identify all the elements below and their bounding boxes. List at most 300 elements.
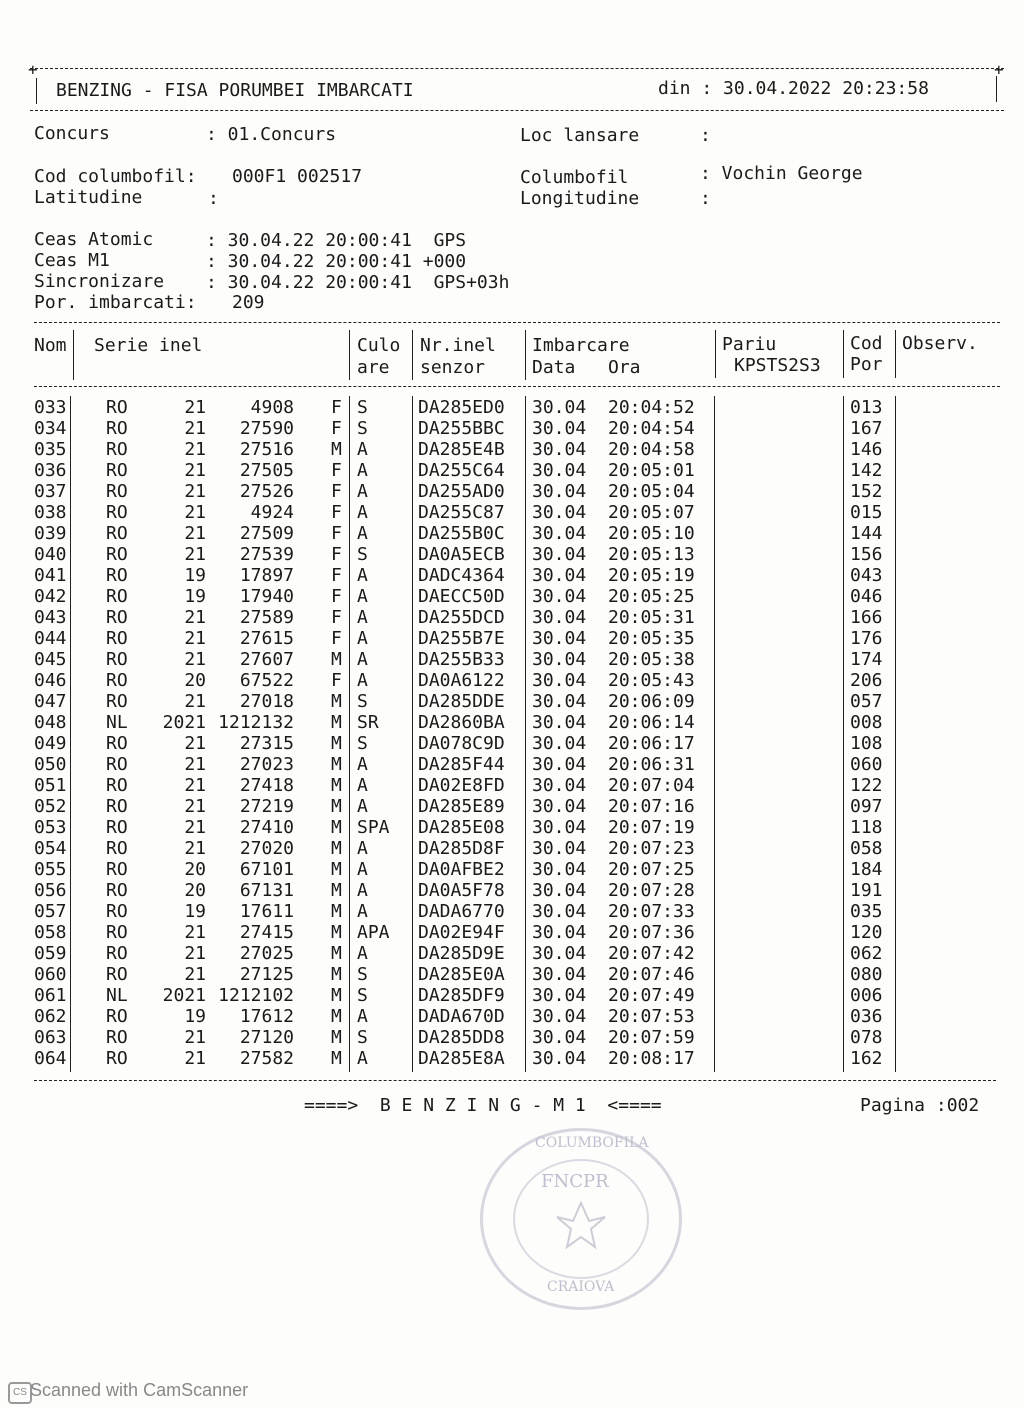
cell-date: 30.04: [532, 817, 587, 838]
cell-time: 20:05:01: [608, 460, 695, 481]
cell-year: 21: [184, 418, 206, 439]
cell-country: RO: [106, 691, 128, 712]
report-title: BENZING - FISA PORUMBEI IMBARCATI: [56, 80, 414, 101]
cell-sex: F: [331, 460, 342, 481]
cell-ring: 27219: [239, 796, 294, 817]
cell-color: S: [357, 1027, 368, 1048]
cell-year: 21: [184, 733, 206, 754]
cell-ring: 4908: [250, 397, 294, 418]
cell-ring: 67522: [239, 670, 294, 691]
cell-date: 30.04: [532, 502, 587, 523]
cell-year: 19: [184, 586, 206, 607]
cell-time: 20:05:31: [608, 607, 695, 628]
cell-nom: 046: [34, 670, 67, 691]
cell-sensor: DA255B33: [418, 649, 505, 670]
cell-date: 30.04: [532, 943, 587, 964]
cell-country: RO: [106, 565, 128, 586]
cell-cod-por: 191: [850, 880, 883, 901]
cell-sensor: DA285DDE: [418, 691, 505, 712]
cell-time: 20:05:19: [608, 565, 695, 586]
cell-sex: M: [331, 880, 342, 901]
table-row: [0, 1048, 1024, 1069]
cell-sex: M: [331, 712, 342, 733]
cell-color: A: [357, 880, 368, 901]
cell-sex: M: [331, 1048, 342, 1069]
cell-color: A: [357, 775, 368, 796]
cell-sex: M: [331, 733, 342, 754]
cell-sex: M: [331, 649, 342, 670]
table-row: [0, 397, 1024, 418]
cell-cod-por: 174: [850, 649, 883, 670]
cell-country: RO: [106, 922, 128, 943]
cell-time: 20:05:07: [608, 502, 695, 523]
table-row: [0, 628, 1024, 649]
cell-sex: M: [331, 901, 342, 922]
cell-color: A: [357, 649, 368, 670]
table-row: [0, 754, 1024, 775]
stamp-seal: [480, 1128, 682, 1310]
cell-time: 20:06:14: [608, 712, 695, 733]
table-bottom-border: [34, 1080, 996, 1081]
cell-cod-por: 184: [850, 859, 883, 880]
cell-nom: 063: [34, 1027, 67, 1048]
cell-sex: M: [331, 859, 342, 880]
cell-ring: 27607: [239, 649, 294, 670]
cell-ring: 17940: [239, 586, 294, 607]
table-row: [0, 460, 1024, 481]
cell-color: A: [357, 439, 368, 460]
cell-date: 30.04: [532, 754, 587, 775]
cell-nom: 052: [34, 796, 67, 817]
header-bottom-border: [30, 110, 1004, 111]
cell-ring: 27410: [239, 817, 294, 838]
cell-time: 20:05:25: [608, 586, 695, 607]
cell-year: 21: [184, 628, 206, 649]
table-row: [0, 418, 1024, 439]
longitudine-value: :: [700, 188, 711, 209]
cell-sensor: DA255AD0: [418, 481, 505, 502]
cell-country: RO: [106, 859, 128, 880]
cell-ring: 27539: [239, 544, 294, 565]
cell-time: 20:07:36: [608, 922, 695, 943]
cell-nom: 045: [34, 649, 67, 670]
cell-sex: M: [331, 943, 342, 964]
loc-lansare-label: Loc lansare: [520, 125, 640, 146]
cell-ring: 27023: [239, 754, 294, 775]
cell-date: 30.04: [532, 712, 587, 733]
cell-ring: 27018: [239, 691, 294, 712]
cell-year: 21: [184, 649, 206, 670]
cell-color: S: [357, 397, 368, 418]
cell-sex: M: [331, 775, 342, 796]
table-row: [0, 691, 1024, 712]
cell-cod-por: 206: [850, 670, 883, 691]
cell-nom: 060: [34, 964, 67, 985]
col-header-are: are: [357, 357, 390, 378]
cell-year: 21: [184, 502, 206, 523]
cell-sex: F: [331, 670, 342, 691]
cell-color: A: [357, 796, 368, 817]
cell-time: 20:07:04: [608, 775, 695, 796]
cell-sex: F: [331, 544, 342, 565]
cell-cod-por: 062: [850, 943, 883, 964]
cell-date: 30.04: [532, 586, 587, 607]
cod-columbofil-value: 000F1 002517: [232, 166, 363, 187]
cell-date: 30.04: [532, 838, 587, 859]
cell-ring: 27505: [239, 460, 294, 481]
cell-sex: F: [331, 628, 342, 649]
cell-ring: 27516: [239, 439, 294, 460]
cell-color: S: [357, 985, 368, 1006]
cell-cod-por: 120: [850, 922, 883, 943]
cell-country: RO: [106, 670, 128, 691]
cell-date: 30.04: [532, 649, 587, 670]
cell-time: 20:05:38: [608, 649, 695, 670]
cell-nom: 057: [34, 901, 67, 922]
columbofil-label: Columbofil: [520, 167, 629, 188]
cell-country: RO: [106, 880, 128, 901]
cell-sensor: DA285ED0: [418, 397, 505, 418]
cell-date: 30.04: [532, 796, 587, 817]
cell-year: 20: [184, 880, 206, 901]
cell-nom: 061: [34, 985, 67, 1006]
cell-color: A: [357, 670, 368, 691]
table-row: [0, 1027, 1024, 1048]
cell-ring: 27315: [239, 733, 294, 754]
concurs-label: Concurs: [34, 123, 110, 144]
cell-sensor: DA2860BA: [418, 712, 505, 733]
cell-cod-por: 118: [850, 817, 883, 838]
cell-year: 21: [184, 838, 206, 859]
cell-ring: 67131: [239, 880, 294, 901]
col-header-senzor: senzor: [420, 357, 486, 378]
cell-cod-por: 006: [850, 985, 883, 1006]
table-row: [0, 649, 1024, 670]
cell-ring: 27125: [239, 964, 294, 985]
cell-cod-por: 144: [850, 523, 883, 544]
cell-time: 20:07:19: [608, 817, 695, 838]
cell-nom: 054: [34, 838, 67, 859]
cell-country: RO: [106, 607, 128, 628]
columbofil-value: : Vochin George: [700, 163, 863, 184]
cell-time: 20:06:09: [608, 691, 695, 712]
table-row: [0, 544, 1024, 565]
cell-year: 21: [184, 775, 206, 796]
col-header-cod: Cod: [850, 333, 883, 354]
cell-year: 21: [184, 754, 206, 775]
cell-ring: 27120: [239, 1027, 294, 1048]
cell-color: A: [357, 481, 368, 502]
cell-sensor: DA285D8F: [418, 838, 505, 859]
cell-cod-por: 015: [850, 502, 883, 523]
cell-nom: 053: [34, 817, 67, 838]
cell-sensor: DADA670D: [418, 1006, 505, 1027]
cell-country: RO: [106, 838, 128, 859]
cell-sex: M: [331, 796, 342, 817]
col-header-observ: Observ.: [902, 333, 978, 354]
cell-time: 20:06:17: [608, 733, 695, 754]
cell-sex: F: [331, 565, 342, 586]
col-header-serie-inel: Serie inel: [94, 335, 203, 356]
cell-date: 30.04: [532, 859, 587, 880]
cell-color: A: [357, 628, 368, 649]
table-row: [0, 817, 1024, 838]
cell-color: A: [357, 1006, 368, 1027]
cell-date: 30.04: [532, 985, 587, 1006]
cell-color: A: [357, 1048, 368, 1069]
cell-nom: 055: [34, 859, 67, 880]
sincronizare-label: Sincronizare: [34, 271, 165, 292]
cell-color: A: [357, 859, 368, 880]
cell-nom: 036: [34, 460, 67, 481]
cell-sex: M: [331, 817, 342, 838]
cell-nom: 062: [34, 1006, 67, 1027]
cell-ring: 17612: [239, 1006, 294, 1027]
cell-color: A: [357, 754, 368, 775]
cell-year: 21: [184, 460, 206, 481]
cell-year: 21: [184, 943, 206, 964]
cell-sensor: DA285E8A: [418, 1048, 505, 1069]
cell-year: 20: [184, 859, 206, 880]
cell-nom: 047: [34, 691, 67, 712]
cell-color: S: [357, 733, 368, 754]
cell-ring: 27025: [239, 943, 294, 964]
cell-color: A: [357, 901, 368, 922]
cell-nom: 049: [34, 733, 67, 754]
cell-ring: 27526: [239, 481, 294, 502]
cell-date: 30.04: [532, 607, 587, 628]
cell-date: 30.04: [532, 397, 587, 418]
cell-date: 30.04: [532, 670, 587, 691]
cell-color: A: [357, 565, 368, 586]
cell-sensor: DA285E08: [418, 817, 505, 838]
cell-cod-por: 008: [850, 712, 883, 733]
cell-sensor: DA0A6122: [418, 670, 505, 691]
cell-color: APA: [357, 922, 390, 943]
table-row: [0, 859, 1024, 880]
cell-date: 30.04: [532, 439, 587, 460]
cell-ring: 27509: [239, 523, 294, 544]
header-top-border: [30, 68, 1004, 69]
cell-time: 20:07:16: [608, 796, 695, 817]
cell-country: NL: [106, 985, 128, 1006]
cell-time: 20:05:04: [608, 481, 695, 502]
col-header-data: Data: [532, 357, 576, 378]
col-header-nom: Nom: [34, 335, 67, 356]
cell-time: 20:04:54: [608, 418, 695, 439]
cell-date: 30.04: [532, 964, 587, 985]
col-sep-pariu-hdr: [843, 330, 844, 378]
cell-nom: 038: [34, 502, 67, 523]
cell-nom: 035: [34, 439, 67, 460]
cell-nom: 041: [34, 565, 67, 586]
cell-nom: 042: [34, 586, 67, 607]
cell-country: RO: [106, 481, 128, 502]
benzing-footer: ====> B E N Z I N G - M 1 <====: [304, 1095, 662, 1116]
table-row: [0, 565, 1024, 586]
cell-sex: M: [331, 754, 342, 775]
table-row: [0, 838, 1024, 859]
cell-time: 20:07:33: [608, 901, 695, 922]
cell-sex: F: [331, 586, 342, 607]
cell-country: RO: [106, 649, 128, 670]
cell-year: 21: [184, 544, 206, 565]
cell-date: 30.04: [532, 1027, 587, 1048]
cell-country: NL: [106, 712, 128, 733]
cell-year: 20: [184, 670, 206, 691]
cell-cod-por: 166: [850, 607, 883, 628]
cell-cod-por: 036: [850, 1006, 883, 1027]
table-row: [0, 712, 1024, 733]
cell-sensor: DA255BBC: [418, 418, 505, 439]
col-header-pariu: Pariu: [722, 334, 777, 355]
cell-ring: 27418: [239, 775, 294, 796]
cell-year: 21: [184, 1048, 206, 1069]
cell-color: A: [357, 943, 368, 964]
cell-country: RO: [106, 460, 128, 481]
cell-country: RO: [106, 523, 128, 544]
cod-columbofil-label: Cod columbofil:: [34, 166, 197, 187]
cell-ring: 27590: [239, 418, 294, 439]
cell-year: 21: [184, 607, 206, 628]
cell-date: 30.04: [532, 922, 587, 943]
cell-nom: 040: [34, 544, 67, 565]
cell-time: 20:07:28: [608, 880, 695, 901]
cell-sex: M: [331, 985, 342, 1006]
cell-sensor: DA0A5ECB: [418, 544, 505, 565]
sincronizare-value: : 30.04.22 20:00:41 GPS+03h: [206, 272, 510, 293]
cell-year: 21: [184, 922, 206, 943]
cell-country: RO: [106, 418, 128, 439]
cell-nom: 034: [34, 418, 67, 439]
table-row: [0, 901, 1024, 922]
table-row: [0, 439, 1024, 460]
cell-color: SPA: [357, 817, 390, 838]
cell-time: 20:05:43: [608, 670, 695, 691]
col-header-kpsts2s3: KPSTS2S3: [734, 355, 821, 376]
cell-ring: 27415: [239, 922, 294, 943]
table-row: [0, 943, 1024, 964]
cell-nom: 051: [34, 775, 67, 796]
col-header-ora: Ora: [608, 357, 641, 378]
cell-cod-por: 057: [850, 691, 883, 712]
col-sep-nom-hdr: [73, 330, 74, 380]
cell-sensor: DAECC50D: [418, 586, 505, 607]
cell-sensor: DA02E94F: [418, 922, 505, 943]
cell-nom: 043: [34, 607, 67, 628]
cell-year: 21: [184, 796, 206, 817]
table-row: [0, 985, 1024, 1006]
table-row: [0, 796, 1024, 817]
cell-cod-por: 058: [850, 838, 883, 859]
cell-year: 21: [184, 817, 206, 838]
cell-year: 21: [184, 397, 206, 418]
cell-date: 30.04: [532, 481, 587, 502]
cell-country: RO: [106, 901, 128, 922]
cell-sensor: DA285DF9: [418, 985, 505, 1006]
table-header-bottom-border: [34, 386, 1000, 387]
cell-nom: 039: [34, 523, 67, 544]
cell-cod-por: 146: [850, 439, 883, 460]
cell-sensor: DA0AFBE2: [418, 859, 505, 880]
report-date: din : 30.04.2022 20:23:58: [658, 78, 929, 99]
cell-year: 21: [184, 1027, 206, 1048]
cell-color: SR: [357, 712, 379, 733]
table-row: [0, 481, 1024, 502]
cell-nom: 044: [34, 628, 67, 649]
col-header-nr-inel: Nr.inel: [420, 335, 496, 356]
cell-cod-por: 013: [850, 397, 883, 418]
cell-date: 30.04: [532, 880, 587, 901]
porumbei-imbarcati-value: 209: [232, 292, 265, 313]
cell-country: RO: [106, 502, 128, 523]
cell-color: A: [357, 523, 368, 544]
cell-cod-por: 097: [850, 796, 883, 817]
col-sep-serie-hdr: [349, 330, 350, 380]
cell-cod-por: 152: [850, 481, 883, 502]
stamp-bird-icon: [551, 1195, 611, 1255]
header-corner-tr: +: [994, 60, 1004, 79]
cell-sex: M: [331, 691, 342, 712]
cell-cod-por: 108: [850, 733, 883, 754]
cell-date: 30.04: [532, 733, 587, 754]
cell-cod-por: 156: [850, 544, 883, 565]
cell-year: 21: [184, 439, 206, 460]
col-header-por: Por: [850, 354, 883, 375]
cell-sex: M: [331, 1006, 342, 1027]
cell-country: RO: [106, 544, 128, 565]
cell-year: 19: [184, 565, 206, 586]
cell-year: 21: [184, 481, 206, 502]
longitudine-label: Longitudine: [520, 188, 640, 209]
cell-cod-por: 176: [850, 628, 883, 649]
cell-year: 19: [184, 1006, 206, 1027]
cell-sensor: DA0A5F78: [418, 880, 505, 901]
cell-sensor: DA285D9E: [418, 943, 505, 964]
cell-sex: M: [331, 1027, 342, 1048]
cell-color: A: [357, 607, 368, 628]
table-row: [0, 607, 1024, 628]
cell-color: S: [357, 691, 368, 712]
cell-time: 20:05:13: [608, 544, 695, 565]
camscanner-watermark: Scanned with CamScanner: [30, 1380, 249, 1400]
table-row: [0, 670, 1024, 691]
latitudine-value: :: [208, 188, 219, 209]
cell-sensor: DA255B7E: [418, 628, 505, 649]
cell-time: 20:07:59: [608, 1027, 695, 1048]
col-header-culo: Culo: [357, 335, 401, 356]
cell-sensor: DA078C9D: [418, 733, 505, 754]
col-sep-imbarcare-hdr: [715, 330, 716, 378]
cell-date: 30.04: [532, 460, 587, 481]
cell-ring: 27615: [239, 628, 294, 649]
col-sep-cod-hdr: [895, 330, 896, 378]
cell-date: 30.04: [532, 418, 587, 439]
cell-ring: 27582: [239, 1048, 294, 1069]
cell-time: 20:05:35: [608, 628, 695, 649]
cell-sex: F: [331, 523, 342, 544]
cell-date: 30.04: [532, 901, 587, 922]
cell-country: RO: [106, 397, 128, 418]
cell-ring: 27589: [239, 607, 294, 628]
cell-nom: 059: [34, 943, 67, 964]
cell-ring: 4924: [250, 502, 294, 523]
cell-sensor: DA255C87: [418, 502, 505, 523]
ceas-atomic-label: Ceas Atomic: [34, 229, 154, 250]
cell-ring: 1212132: [218, 712, 294, 733]
cell-nom: 058: [34, 922, 67, 943]
stamp-text-mid: FNCPR: [541, 1171, 609, 1192]
